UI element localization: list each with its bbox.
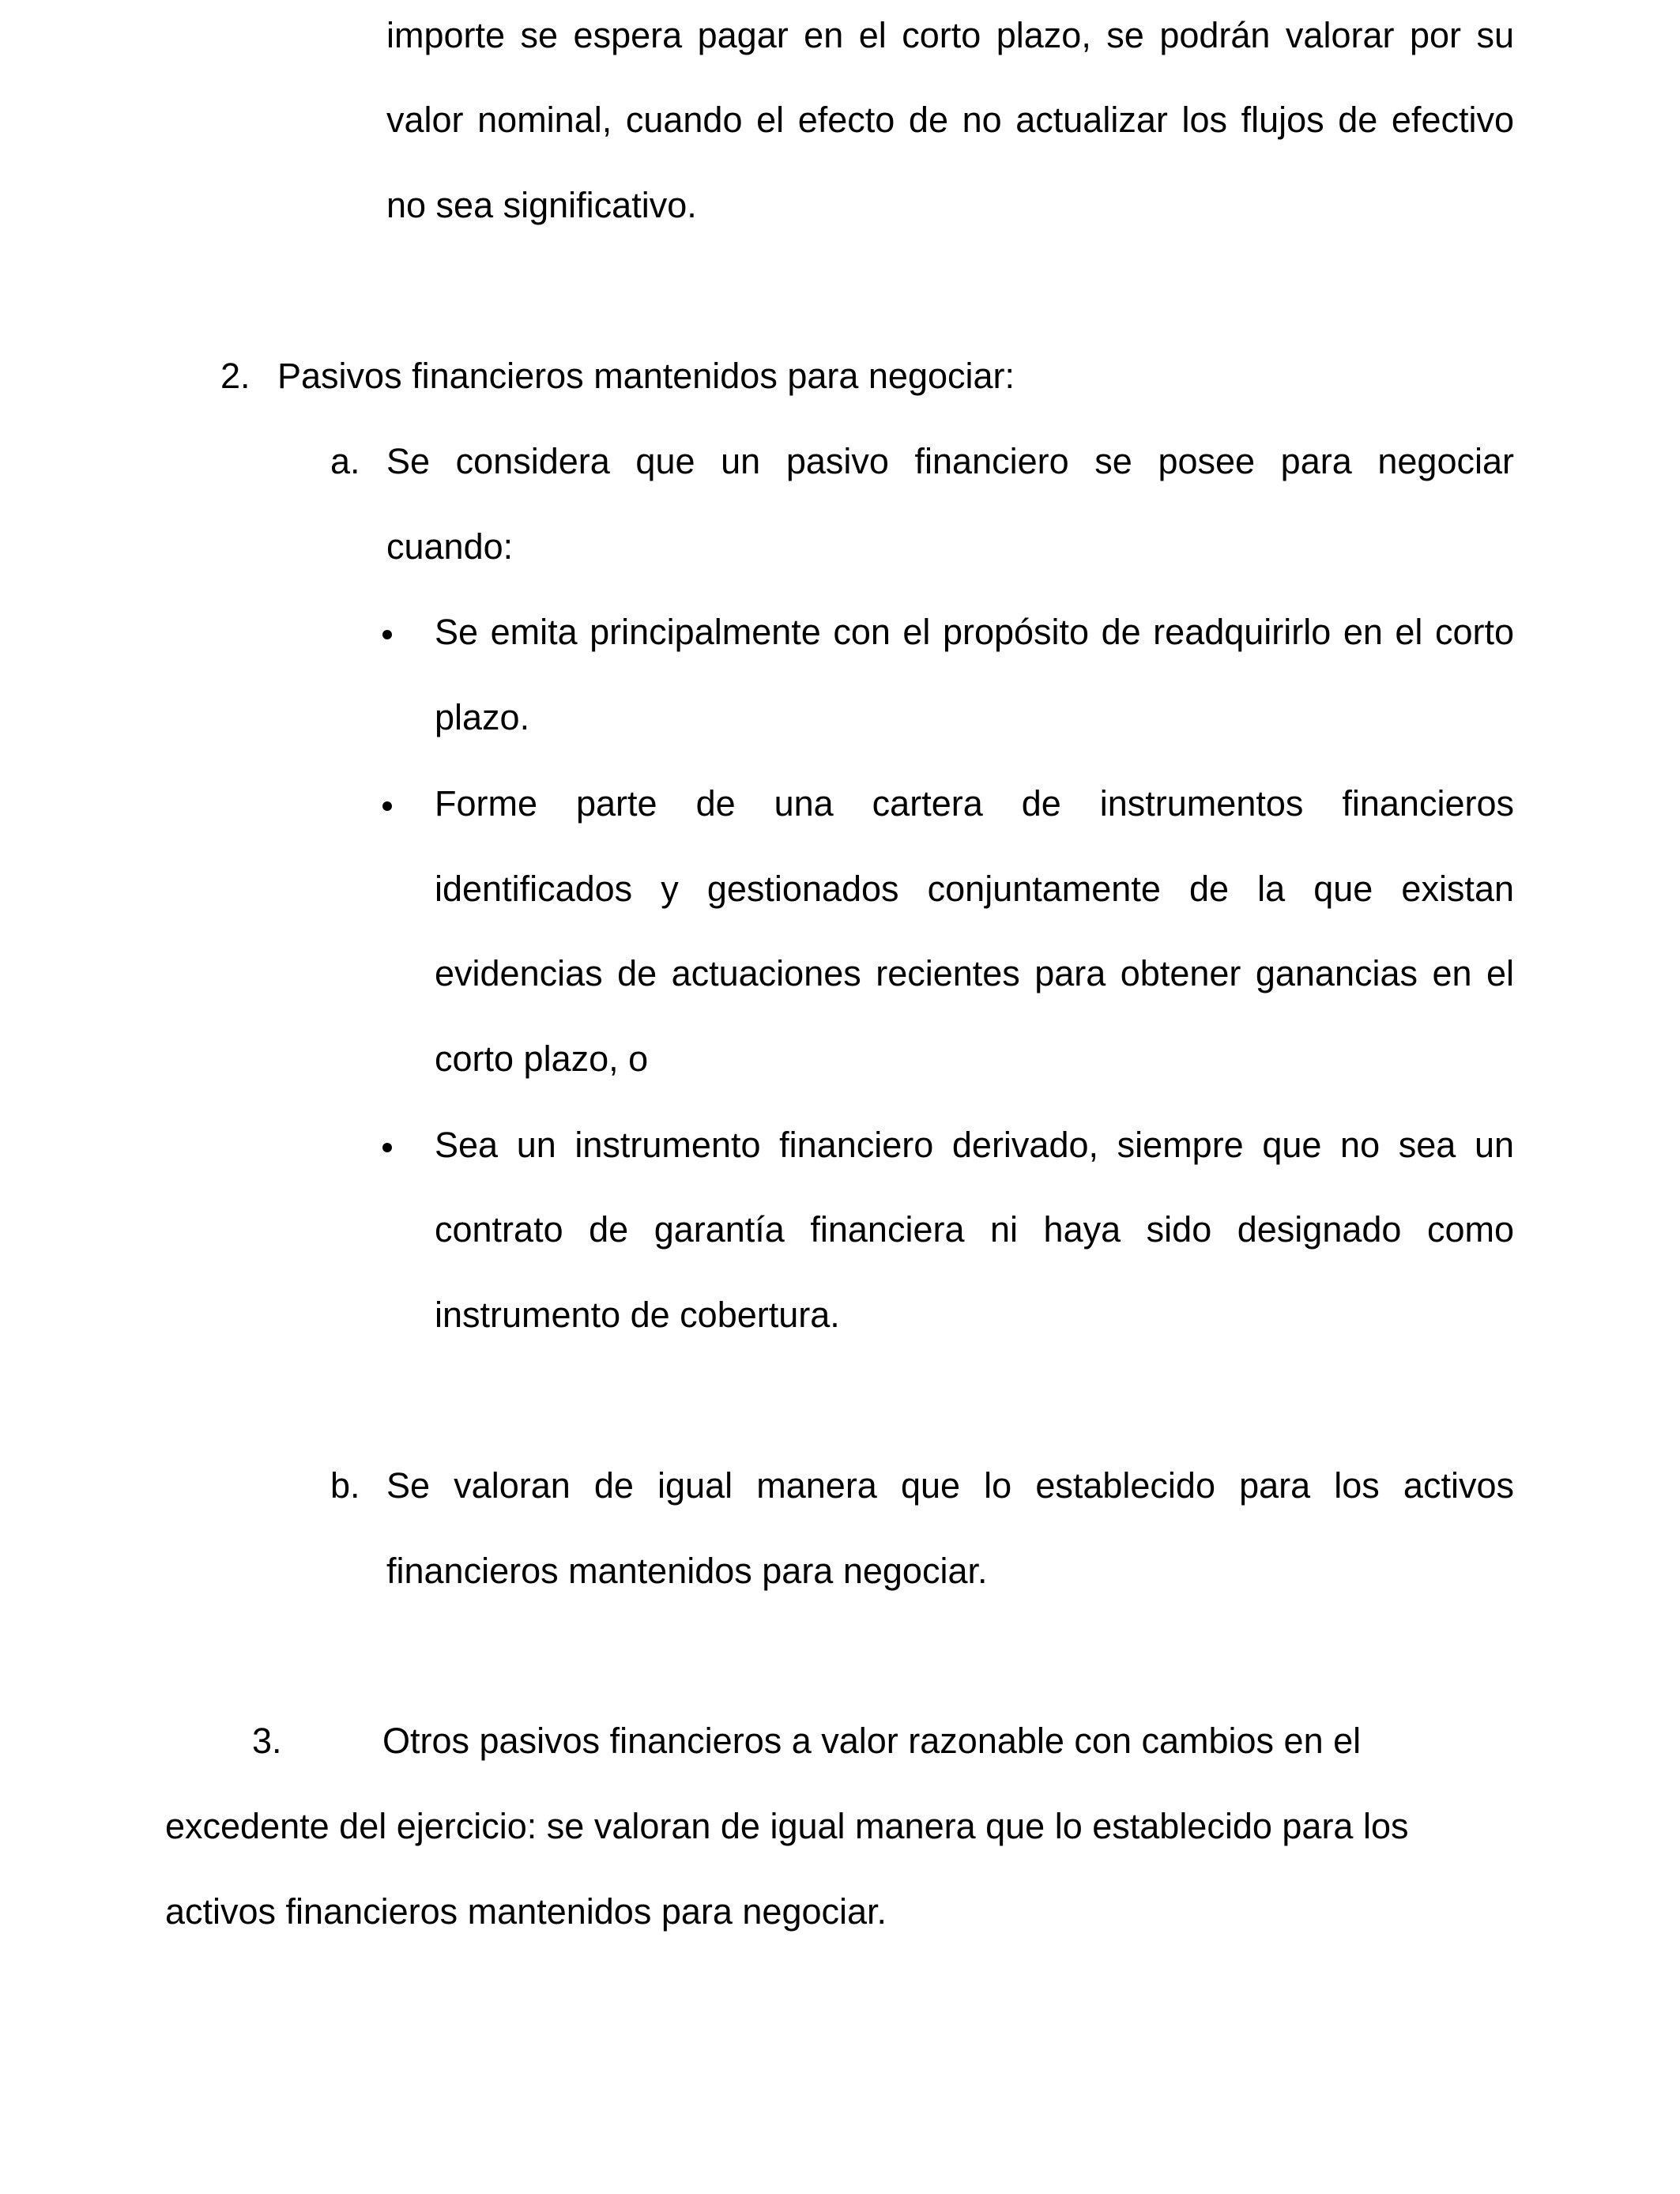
paragraph-line: importe se espera pagar en el corto plazo, se podrán valorar por su [386, 15, 1514, 55]
list-letter: b. [330, 1465, 360, 1506]
bullet-dot-icon [382, 630, 392, 639]
bullet-line: corto plazo, o [435, 1039, 649, 1079]
paragraph-line: activos financieros mantenidos para negociar. [165, 1891, 887, 1932]
paragraph-line: no sea significativo. [386, 185, 697, 225]
paragraph-line: Se considera que un pasivo financiero se posee para negociar [386, 441, 1514, 481]
bullet-line: Se emita principalmente con el propósito de readquirirlo en el corto [435, 612, 1514, 652]
paragraph-line: financieros mantenidos para negociar. [386, 1551, 988, 1591]
paragraph-line: valor nominal, cuando el efecto de no actualizar los flujos de efectivo [386, 100, 1514, 140]
bullet-line: instrumento de cobertura. [435, 1295, 840, 1335]
bullet-dot-icon [382, 801, 392, 811]
bullet-line: Forme parte de una cartera de instrumentos financieros [435, 783, 1514, 824]
paragraph-line: Otros pasivos financieros a valor razonable con cambios en el [382, 1721, 1362, 1761]
list-letter: a. [330, 441, 360, 481]
bullet-line: plazo. [435, 697, 530, 737]
list-number: 2. [220, 356, 250, 396]
bullet-line: contrato de garantía financiera ni haya sido designado como [435, 1209, 1514, 1250]
paragraph-line: cuando: [386, 526, 514, 567]
paragraph-line: excedente del ejercicio: se valoran de igual manera que lo establecido para los [165, 1806, 1409, 1846]
paragraph-line: Se valoran de igual manera que lo establecido para los activos [386, 1465, 1514, 1506]
list-number: 3. [252, 1721, 282, 1761]
section-heading: Pasivos financieros mantenidos para negociar: [277, 356, 1015, 396]
bullet-dot-icon [382, 1143, 392, 1152]
bullet-line: evidencias de actuaciones recientes para obtener ganancias en el [435, 953, 1514, 993]
bullet-line: identificados y gestionados conjuntamente de la que existan [435, 869, 1514, 909]
bullet-line: Sea un instrumento financiero derivado, siempre que no sea un [435, 1125, 1514, 1165]
